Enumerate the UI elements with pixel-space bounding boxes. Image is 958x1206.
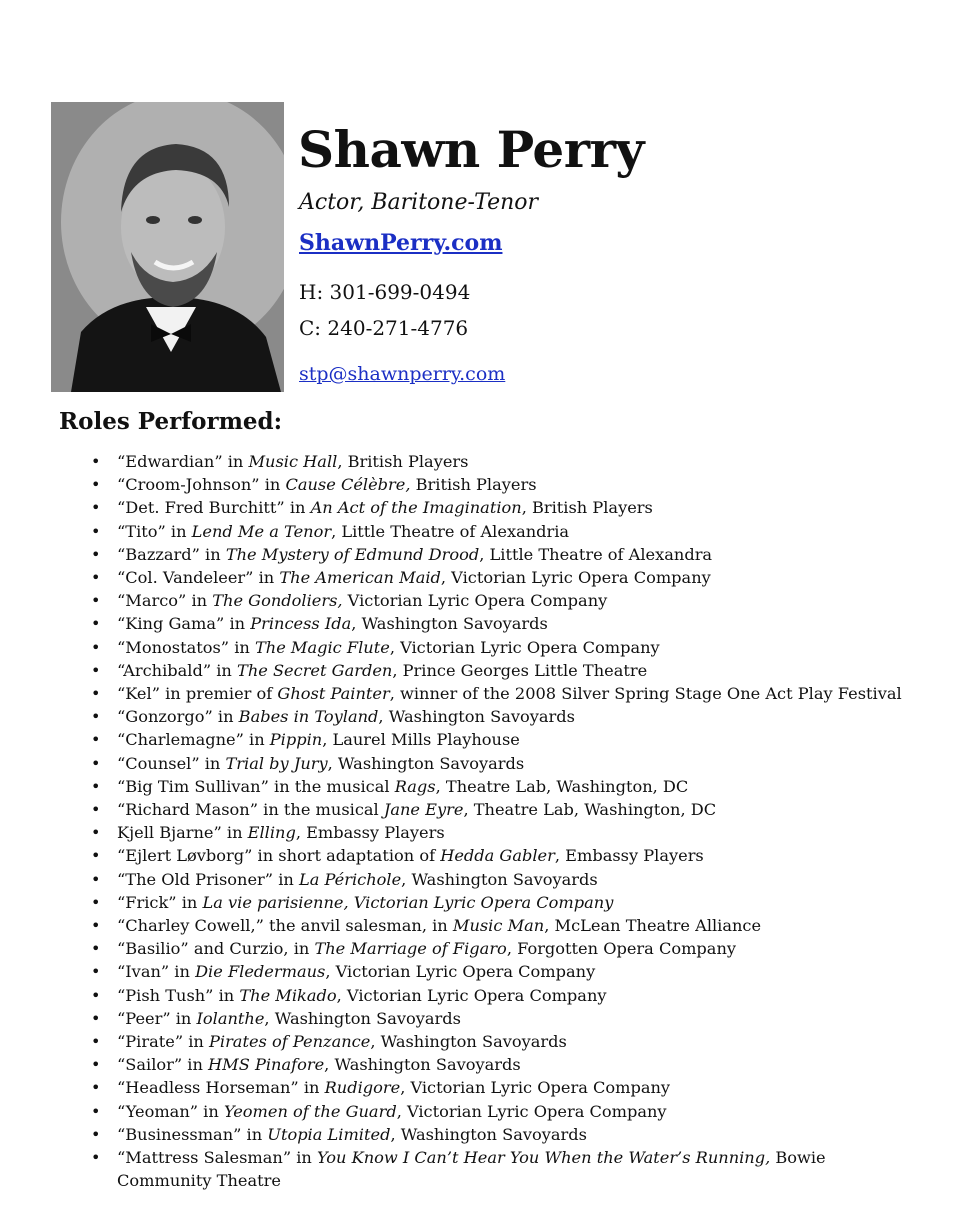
role-company: , Washington Savoyards [327,753,525,773]
role-item [117,1123,917,1146]
role-show-title: Lend Me a Tenor [191,521,332,541]
role-item [117,520,917,543]
role-description: “Sailor” in [117,1055,209,1075]
role-description: “Pish Tush” in [117,985,240,1005]
role-company: , Forgotten Opera Company [506,939,737,959]
role-item [117,752,917,775]
role-company: , Washington Savoyards [401,869,598,889]
role-description: “Ivan” in [117,962,196,982]
role-company: , Victorian Lyric Opera Company [400,1078,671,1098]
cell-phone: C: 240-271-4776 [299,316,469,340]
role-company: , Washington Savoyards [390,1124,587,1144]
role-company: , Victorian Lyric Opera Company [440,568,711,588]
role-company: , British Players [337,452,469,471]
role-description: “Monostatos” in [117,637,255,657]
role-item [117,868,917,891]
role-item [117,543,917,566]
role-item [117,496,917,519]
role-show-title: Elling [247,823,296,843]
role-company: , Washington Savoyards [264,1008,461,1028]
role-show-title: Rudigore [324,1078,401,1098]
role-item [117,728,917,751]
role-company: , Victorian Lyric Opera Company [336,985,607,1005]
role-company: , Theatre Lab, Washington, DC [463,800,717,820]
role-item [117,914,917,937]
role-item [117,473,917,496]
role-item [117,984,917,1007]
roles-list [117,450,917,1193]
role-description: “Charley Cowell,” the anvil salesman, in [117,916,453,936]
role-show-title: The Mystery of Edmund Drood [225,544,480,564]
role-company: , Little Theatre of Alexandra [479,544,713,564]
role-show-title: HMS Pinafore [208,1055,325,1075]
role-description: “Headless Horseman” in [117,1078,325,1098]
role-show-title: Music Man [452,916,545,936]
role-description: “Det. Fred Burchitt” in [117,498,311,518]
website-link[interactable]: ShawnPerry.com [299,230,503,256]
role-company: British Players [410,475,537,495]
role-company: , Washington Savoyards [378,707,575,727]
role-item [117,1030,917,1053]
role-description: “Ejlert Løvborg” in short adaptation of [117,846,441,866]
role-show-title: The Magic Flute [254,637,390,657]
role-show-title: Hedda Gabler [440,846,555,866]
role-show-title: Babes in Toyland [238,707,379,727]
role-show-title: Music Hall [248,452,338,471]
role-company: , Washington Savoyards [351,614,548,634]
role-show-title: The Marriage of Figaro [314,939,507,959]
role-show-title: Yeomen of the Guard [223,1101,397,1121]
role-show-title: Pirates of Penzance [209,1032,371,1052]
role-description: “Croom-Johnson” in [117,475,286,495]
role-company: , Washington Savoyards [370,1032,567,1052]
role-company: , Victorian Lyric Opera Company [396,1101,667,1121]
role-item [117,682,917,705]
role-description: “King Gama” in [117,614,251,634]
role-show-title: Princess Ida [250,614,352,634]
role-company: , Laurel Mills Playhouse [322,730,520,750]
home-phone: H: 301-699-0494 [299,280,471,304]
role-show-title: Rags [394,776,436,796]
role-show-title: Utopia Limited [267,1124,391,1144]
role-description: “Tito” in [117,521,192,541]
role-item [117,960,917,983]
role-item [117,1100,917,1123]
role-item [117,1007,917,1030]
role-company: , winner of the 2008 Silver Spring Stage One Act Play Festival [389,684,902,704]
role-description: “Businessman” in [117,1124,268,1144]
role-description: “Gonzorgo” in [117,707,239,727]
role-description: Kjell Bjarne” in [117,823,248,843]
role-company: , Little Theatre of Alexandria [331,521,570,541]
role-description: “Mattress Salesman” in [117,1148,317,1168]
role-show-title: The American Maid [279,568,441,588]
role-description: “Counsel” in [117,753,226,773]
role-show-title: Ghost Painter [277,684,390,704]
role-company: , Embassy Players [295,823,445,843]
role-item [117,1146,917,1192]
role-item [117,612,917,635]
role-company: Bowie Community Theatre [117,1148,826,1191]
role-show-title: La Périchole [298,869,402,889]
role-description: “Basilio” and Curzio, in [117,939,315,959]
role-description: “Charlemagne” in [117,730,270,750]
role-item [117,1053,917,1076]
role-description: “Bazzard” in [117,544,226,564]
role-show-title: Pippin [269,730,323,750]
role-item [117,450,917,473]
role-item [117,775,917,798]
role-description: “Kel” in premier of [117,684,278,704]
person-name: Shawn Perry [298,120,644,179]
role-company: , British Players [521,498,653,518]
role-description: “Peer” in [117,1008,197,1028]
role-description: “Richard Mason” in the musical [117,800,384,820]
role-item [117,589,917,612]
role-company: , Victorian Lyric Opera Company [389,637,660,657]
role-item [117,798,917,821]
role-company: , Embassy Players [554,846,704,866]
role-show-title: An Act of the Imagination [310,498,522,518]
role-item [117,659,917,682]
role-show-title: The Mikado [239,985,337,1005]
role-description: “Edwardian” in [117,452,249,471]
section-title: Roles Performed: [59,408,283,435]
role-show-title: Iolanthe [196,1008,265,1028]
role-item [117,1076,917,1099]
role-show-title: La vie parisienne, Victorian Lyric Opera Company [202,892,614,912]
role-description: “Big Tim Sullivan” in the musical [117,776,395,796]
role-company: , Prince Georges Little Theatre [392,660,648,680]
role-description: “Archibald” in [117,660,238,680]
role-show-title: Trial by Jury [225,753,328,773]
role-description: “The Old Prisoner” in [117,869,299,889]
role-item [117,705,917,728]
role-show-title: The Secret Garden [237,660,393,680]
role-company: , McLean Theatre Alliance [544,916,762,936]
role-show-title: Die Fledermaus [195,962,326,982]
role-item [117,937,917,960]
role-show-title: Jane Eyre [383,800,464,820]
role-show-title: You Know I Can’t Hear You When the Water’s Running, [317,1148,771,1168]
role-item [117,891,917,914]
role-description: “Col. Vandeleer” in [117,568,280,588]
role-company: , Victorian Lyric Opera Company [325,962,596,982]
role-description: “Yeoman” in [117,1101,224,1121]
email-link[interactable]: stp@shawnperry.com [299,363,506,385]
role-item [117,844,917,867]
role-description: “Pirate” in [117,1032,209,1052]
role-item [117,566,917,589]
role-description: “Frick” in [117,892,203,912]
tagline: Actor, Baritone-Tenor [299,190,539,215]
role-item [117,821,917,844]
role-company: Victorian Lyric Opera Company [342,591,608,611]
headshot-photo [51,102,284,392]
headshot-illustration [51,102,284,392]
role-company: , Washington Savoyards [324,1055,521,1075]
role-item [117,636,917,659]
role-description: “Marco” in [117,591,213,611]
role-show-title: Cause Célèbre, [285,475,411,495]
role-show-title: The Gondoliers, [212,591,343,611]
role-company: , Theatre Lab, Washington, DC [435,776,689,796]
